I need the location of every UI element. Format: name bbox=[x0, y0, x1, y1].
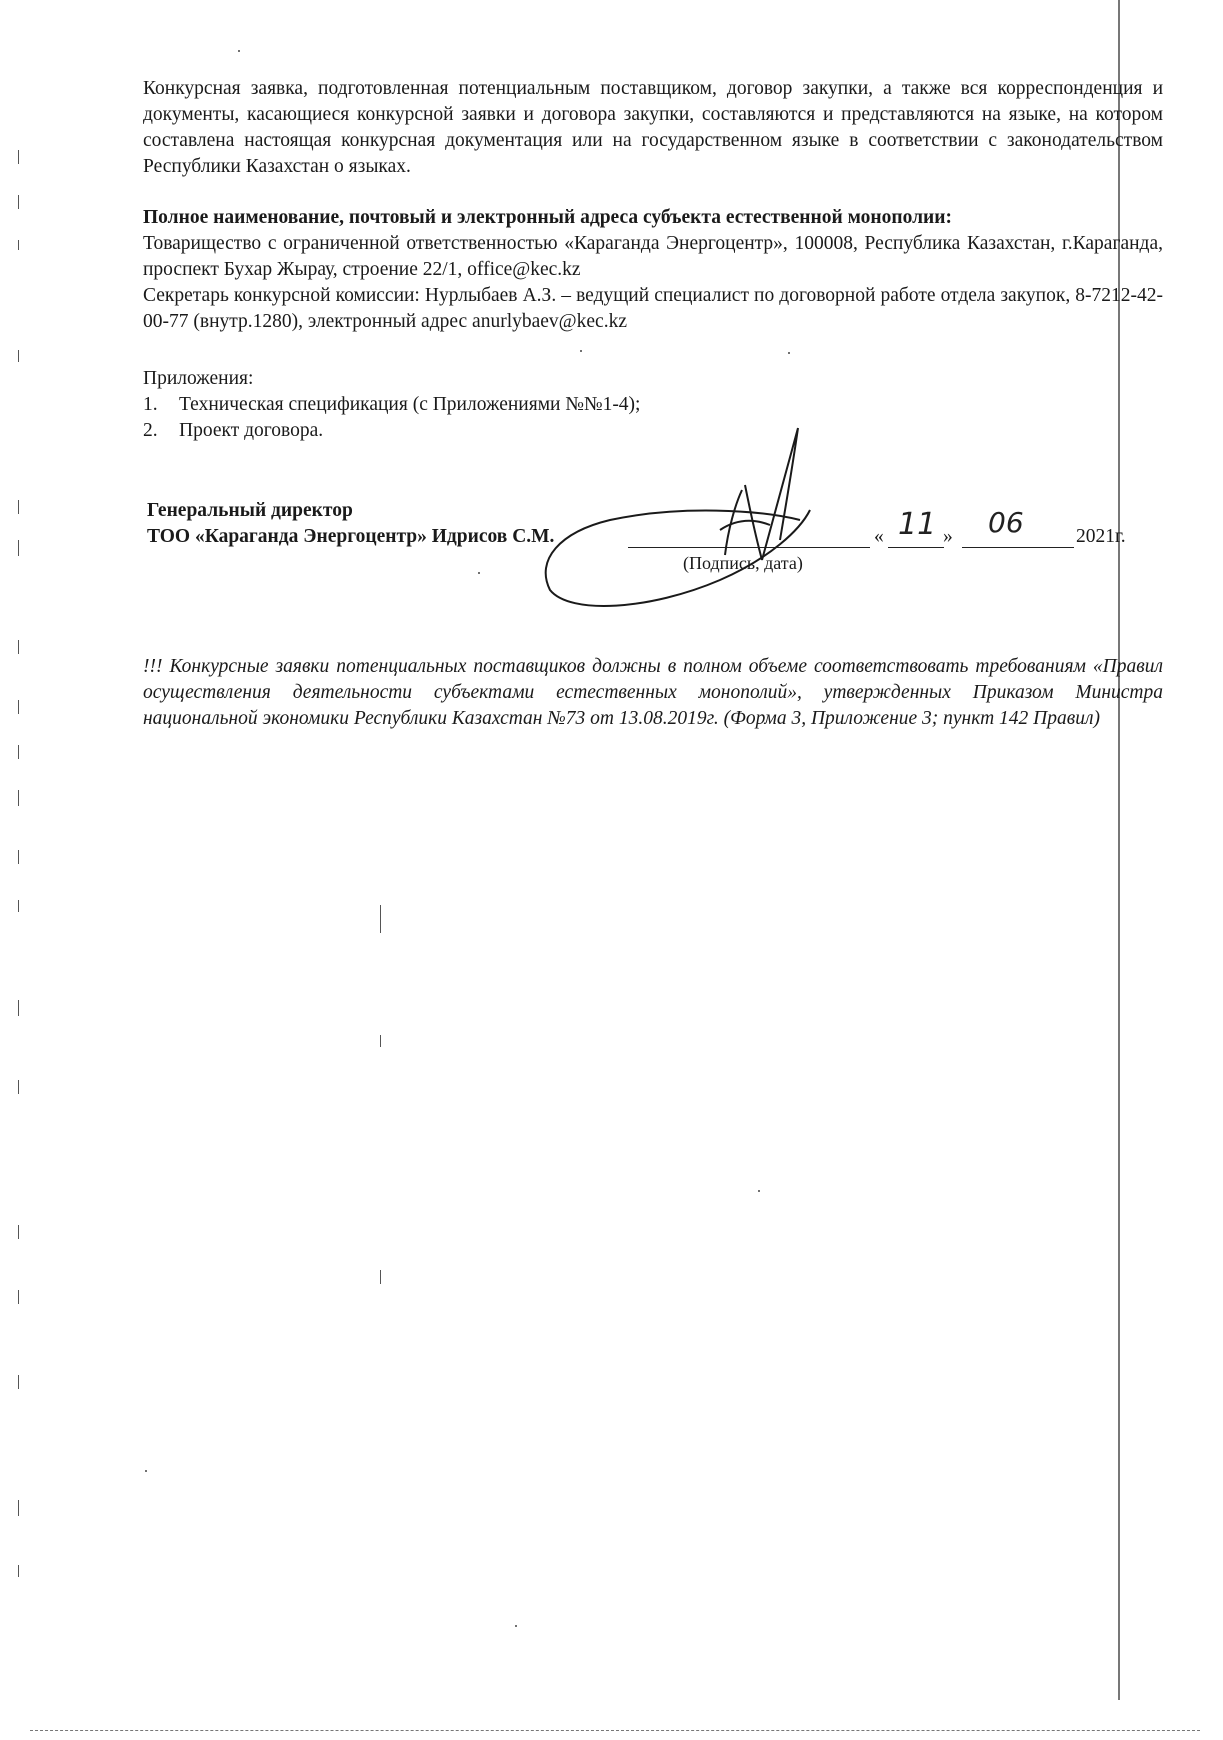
date-quote-open: « bbox=[874, 526, 884, 547]
scan-dot bbox=[758, 1190, 760, 1192]
intro-section bbox=[143, 76, 1163, 180]
scan-mark bbox=[18, 640, 19, 654]
scan-mark bbox=[18, 700, 19, 714]
scan-mark bbox=[18, 900, 19, 912]
scan-mark bbox=[380, 1270, 381, 1284]
signatory-position: Генеральный директор bbox=[147, 500, 353, 521]
date-day-line bbox=[888, 547, 944, 548]
scan-mark bbox=[18, 500, 19, 514]
scan-mark bbox=[380, 1035, 381, 1047]
scan-mark bbox=[380, 905, 381, 933]
entity-section bbox=[143, 205, 1163, 335]
scan-dot bbox=[580, 350, 582, 352]
entity-heading: Полное наименование, почтовый и электронный адреса субъекта естественной монополии: bbox=[143, 207, 952, 228]
date-month-line bbox=[962, 547, 1074, 548]
scan-dot bbox=[145, 1470, 147, 1472]
scan-mark bbox=[18, 1565, 19, 1577]
scan-mark bbox=[18, 1500, 19, 1516]
note-section bbox=[143, 654, 1163, 732]
scan-mark bbox=[18, 1290, 19, 1304]
secretary-contact: Секретарь конкурсной комиссии: Нурлыбаев А.З. – ведущий специалист по договорной работе отдела закупок, 8-7212-42-00-77 (внутр.1280), электронный адрес anurlybaev@kec.kz bbox=[143, 285, 1163, 332]
company-address: Товарищество с ограниченной ответственностью «Караганда Энергоцентр», 100008, Республика Казахстан, г.Караганда, проспект Бухар Жырау, строение 22/1, office@kec.kz bbox=[143, 233, 1163, 280]
compliance-note: !!! Конкурсные заявки потенциальных поставщиков должны в полном объеме соответствовать требованиям «Правил осуществления деятельности субъектами естественных монополий», утвержденных Приказом Министра национальной экономики Республики Казахстан №73 от 13.08.2019г. (Форма 3, Приложение 3; пункт 142 Правил) bbox=[143, 656, 1163, 729]
intro-paragraph: Конкурсная заявка, подготовленная потенциальным поставщиком, договор закупки, а также вся корреспонденция и документы, касающиеся конкурсной заявки и договора закупки, составляются и представляются на языке, на котором составлена настоящая конкурсная документация или на государственном языке в соответствии с законодательством Республики Казахстан о языках. bbox=[143, 78, 1163, 177]
handwritten-day: 11 bbox=[898, 507, 937, 542]
date-quote-close: » bbox=[943, 526, 953, 547]
scan-mark bbox=[18, 1000, 19, 1016]
scan-dot bbox=[478, 572, 480, 574]
attachments-label: Приложения: bbox=[143, 368, 254, 389]
scan-mark bbox=[18, 745, 19, 759]
scan-mark bbox=[18, 1225, 19, 1239]
scan-dot bbox=[238, 50, 240, 52]
date-year: 2021г. bbox=[1076, 526, 1126, 547]
scan-mark bbox=[18, 1375, 19, 1389]
scan-bottom-edge bbox=[30, 1730, 1200, 1731]
signature-caption: (Подпись, дата) bbox=[683, 553, 803, 573]
attachment-item: 2. Проект договора. bbox=[143, 420, 324, 441]
signatory-name: ТОО «Караганда Энергоцентр» Идрисов С.М. bbox=[147, 526, 555, 547]
scan-mark bbox=[18, 790, 19, 806]
attachment-item: 1. Техническая спецификация (с Приложениями №№1-4); bbox=[143, 394, 641, 415]
scan-mark bbox=[18, 150, 19, 164]
handwritten-signature bbox=[530, 410, 890, 620]
scan-mark bbox=[18, 1080, 19, 1094]
scan-mark bbox=[18, 195, 19, 209]
scan-mark bbox=[18, 350, 19, 362]
scan-mark bbox=[18, 540, 19, 556]
scan-mark bbox=[18, 240, 19, 250]
scan-dot bbox=[788, 352, 790, 354]
handwritten-month: 06 bbox=[988, 506, 1024, 539]
scan-mark bbox=[18, 850, 19, 864]
scan-dot bbox=[515, 1625, 517, 1627]
